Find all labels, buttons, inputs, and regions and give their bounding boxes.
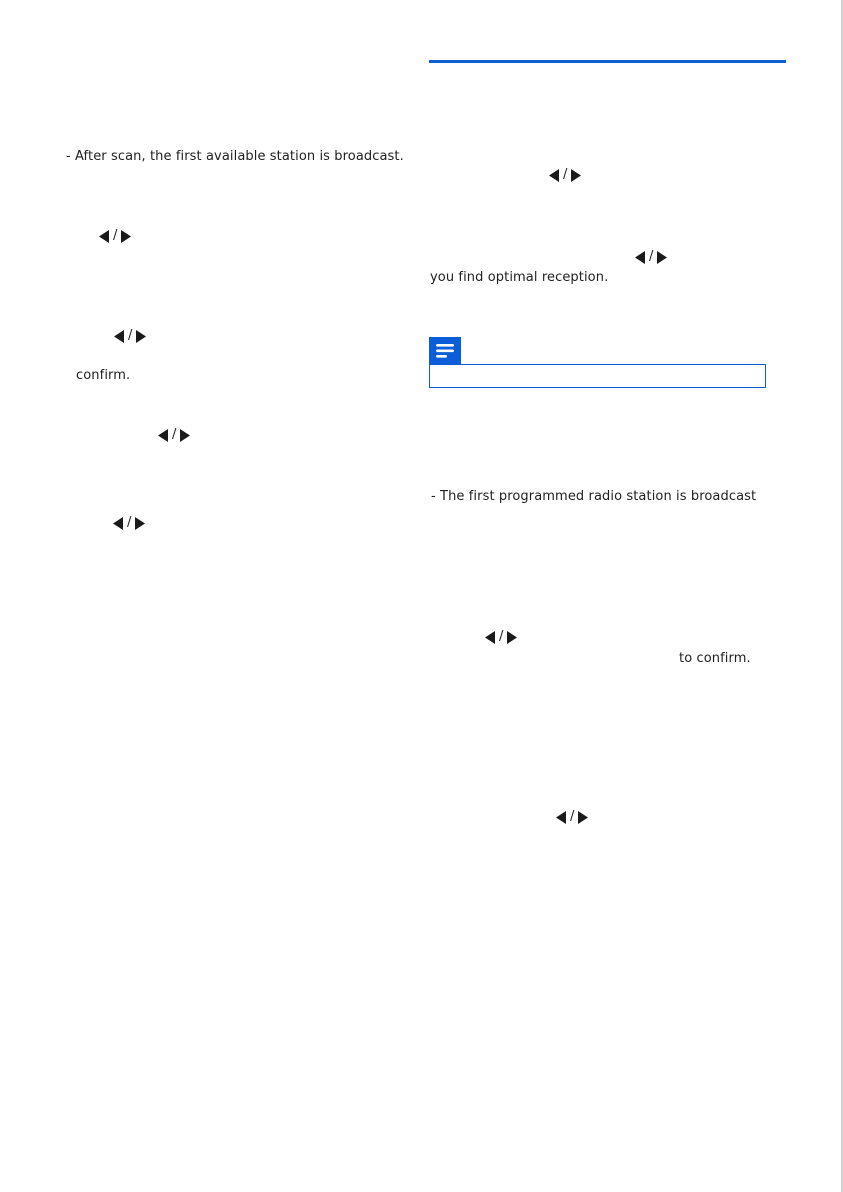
arrow-separator: / [113, 228, 118, 243]
arrow-separator: / [563, 167, 568, 182]
right-arrow-icon [179, 429, 191, 442]
reception-text: you find optimal reception. [430, 270, 609, 285]
left-arrow-icon [548, 169, 560, 182]
section-rule [429, 60, 786, 63]
arrow-pair [548, 168, 582, 182]
arrow-separator: / [172, 427, 177, 442]
left-arrow-icon [555, 811, 567, 824]
note-icon [429, 337, 461, 365]
arrow-separator: / [128, 328, 133, 343]
arrow-pair [634, 250, 668, 264]
arrow-separator: / [127, 515, 132, 530]
right-arrow-icon [570, 169, 582, 182]
right-arrow-icon [135, 330, 147, 343]
left-arrow-icon [157, 429, 169, 442]
note-box [429, 364, 766, 388]
note-badge [429, 337, 461, 365]
left-arrow-icon [634, 251, 646, 264]
arrow-pair [555, 810, 589, 824]
arrow-pair [484, 630, 518, 644]
arrow-pair [113, 329, 147, 343]
right-arrow-icon [134, 517, 146, 530]
right-arrow-icon [120, 230, 132, 243]
confirm-text: confirm. [76, 368, 131, 383]
right-arrow-icon [506, 631, 518, 644]
right-arrow-icon [656, 251, 668, 264]
arrow-pair [157, 428, 191, 442]
arrow-separator: / [499, 629, 504, 644]
arrow-pair [112, 516, 146, 530]
left-arrow-icon [484, 631, 496, 644]
left-arrow-icon [112, 517, 124, 530]
scan-result-text: - After scan, the first available station is broadcast. [66, 149, 404, 164]
programmed-result-text: - The first programmed radio station is broadcast [431, 489, 757, 504]
arrow-separator: / [570, 809, 575, 824]
arrow-separator: / [649, 249, 654, 264]
left-arrow-icon [113, 330, 125, 343]
arrow-pair [98, 229, 132, 243]
left-arrow-icon [98, 230, 110, 243]
right-arrow-icon [577, 811, 589, 824]
confirm-text: to confirm. [679, 651, 751, 666]
